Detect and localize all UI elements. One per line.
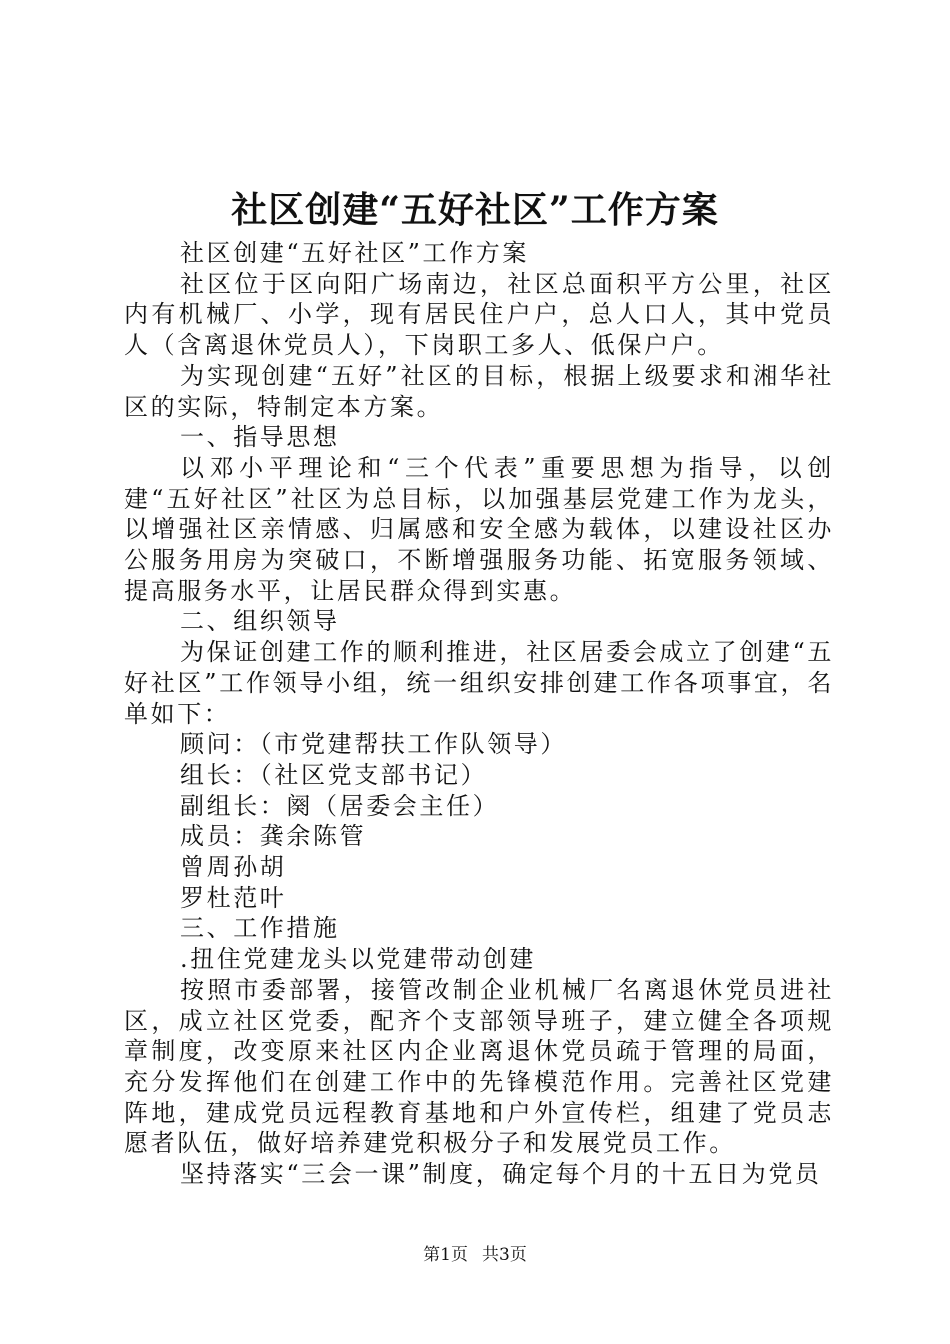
list-item-members-2: 曾周孙胡 bbox=[180, 853, 287, 882]
page-number-current: 第1页 bbox=[423, 1245, 468, 1265]
list-item-members-3: 罗杜范叶 bbox=[180, 883, 287, 912]
list-item-members: 成员：龚余陈管 bbox=[180, 822, 367, 851]
document-title: 社区创建“五好社区”工作方案 bbox=[231, 189, 719, 231]
document-body bbox=[124, 238, 834, 1190]
list-item-advisor: 顾问：（市党建帮扶工作队领导） bbox=[180, 730, 567, 759]
paragraph-guiding-thought: 以邓小平理论和“三个代表”重要思想为指导，以创建“五好社区”社区为总目标，以加强基层党建工作为龙头，以增强社区亲情感、归属感和安全感为载体，以建设社区办公服务用房为突破口，不断增强服务功能、拓宽服务领域、提高服务水平，让居民群众得到实惠。 bbox=[124, 453, 834, 605]
heading-work-measures: 三、工作措施 bbox=[180, 914, 340, 943]
paragraph-organization: 为保证创建工作的顺利推进，社区居委会成立了创建“五好社区”工作领导小组，统一组织安排创建工作各项事宜，名单如下： bbox=[124, 638, 834, 728]
paragraph-overview: 社区位于区向阳广场南边，社区总面积平方公里，社区内有机械厂、小学，现有居民住户户，总人口人，其中党员人（含离退休党员人），下岗职工多人、低保户户。 bbox=[124, 269, 834, 360]
subheading-party-building: .扭住党建龙头以党建带动创建 bbox=[180, 945, 537, 974]
list-item-leader: 组长：（社区党支部书记） bbox=[180, 760, 488, 789]
page-footer bbox=[0, 1243, 950, 1267]
page-number-total: 共3页 bbox=[482, 1245, 527, 1265]
paragraph-party-building: 按照市委部署，接管改制企业机械厂名离退休党员进社区，成立社区党委，配齐个支部领导班子，建立健全各项规章制度，改变原来社区内企业离退休党员疏于管理的局面，充分发挥他们在创建工作中的先锋模范作用。完善社区党建阵地，建成党员远程教育基地和户外宣传栏，组建了党员志愿者队伍，做好培养建党积极分子和发展党员工作。 bbox=[124, 975, 834, 1158]
paragraph-meetings: 坚持落实“三会一课”制度，确定每个月的十五日为党员 bbox=[180, 1160, 822, 1189]
list-item-deputy-leader: 副组长：阕（居委会主任） bbox=[180, 791, 500, 820]
heading-organization: 二、组织领导 bbox=[180, 607, 340, 636]
paragraph-subtitle: 社区创建“五好社区”工作方案 bbox=[180, 239, 529, 267]
paragraph-purpose: 为实现创建“五好”社区的目标，根据上级要求和湘华社区的实际，特制定本方案。 bbox=[124, 361, 834, 421]
heading-guiding-thought: 一、指导思想 bbox=[180, 423, 340, 452]
